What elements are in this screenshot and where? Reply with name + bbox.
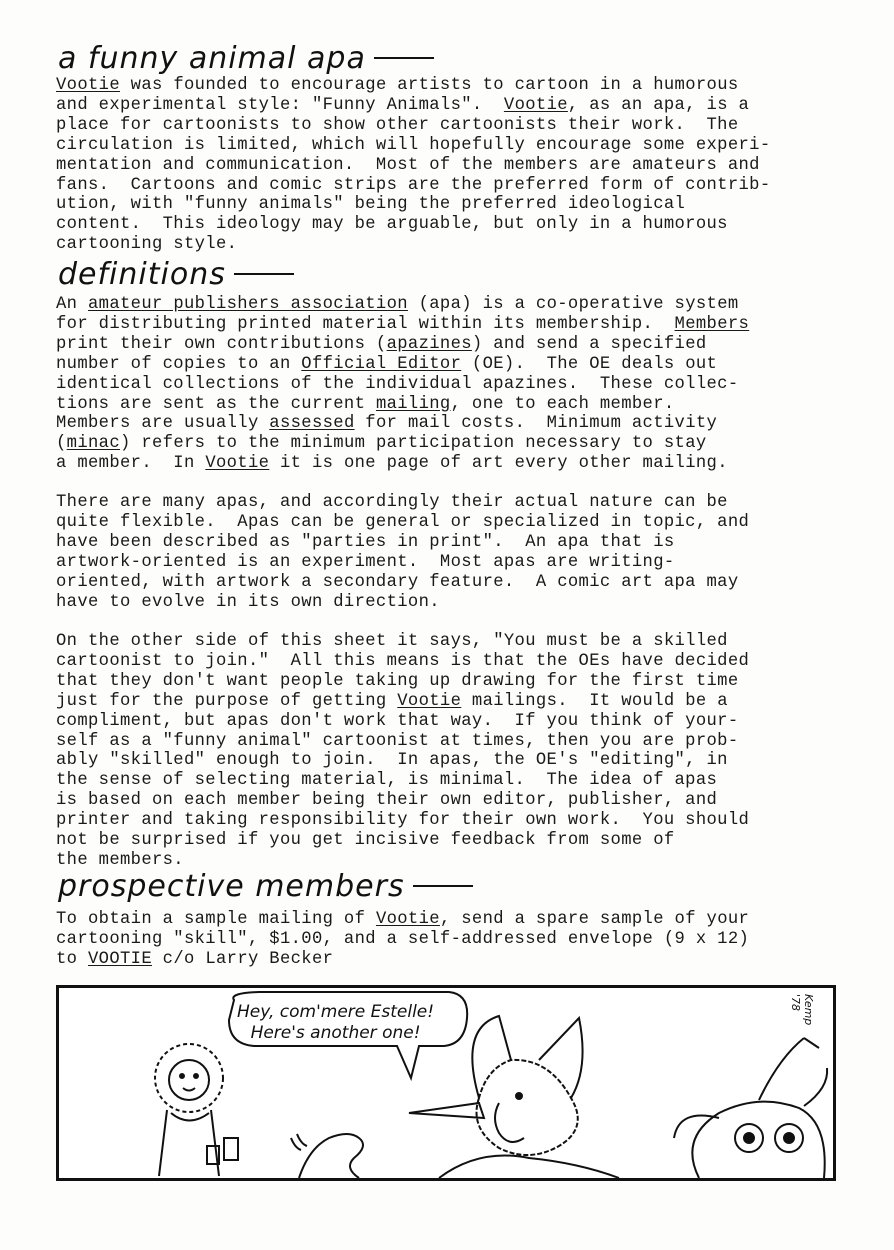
underlined-term: assessed xyxy=(269,414,355,434)
text-segment: the sense of selecting material, is minimal. The idea of apas xyxy=(56,771,718,791)
text-line xyxy=(56,513,749,532)
text-segment: a member. In xyxy=(56,454,206,474)
text-segment: (apa) is a co-operative system xyxy=(407,295,739,314)
paragraph-many-apas xyxy=(56,493,846,612)
text-segment: There are many apas, and accordingly their actual nature can be xyxy=(56,493,728,512)
text-segment: mailings. It would be a xyxy=(461,691,728,711)
text-line xyxy=(56,335,707,354)
underlined-term: Vootie xyxy=(375,910,440,929)
text-line xyxy=(56,295,739,314)
text-line xyxy=(56,414,717,433)
text-segment: Members are usually xyxy=(56,414,270,434)
text-line xyxy=(56,573,739,592)
text-segment: not be surprised if you get incisive feedback from some of xyxy=(56,831,675,851)
text-line xyxy=(56,910,749,929)
text-line xyxy=(56,712,739,731)
text-segment: To obtain a sample mailing of xyxy=(56,910,376,929)
text-line xyxy=(56,732,739,751)
text-line xyxy=(56,395,675,414)
text-line xyxy=(56,672,739,691)
text-segment: ably "skilled" enough to join. In apas, the OE's "editing", in xyxy=(56,751,728,771)
underlined-term: Vootie xyxy=(205,454,270,474)
paragraph-definitions xyxy=(56,295,846,474)
text-segment: for distributing printed material within its membership. xyxy=(56,314,675,334)
text-segment: quite flexible. Apas can be general or specialized in topic, and xyxy=(56,512,750,532)
text-segment: , as an apa, is a xyxy=(567,95,750,115)
text-line xyxy=(56,156,760,175)
text-line xyxy=(56,950,333,969)
text-segment: just for the purpose of getting xyxy=(56,691,398,711)
text-line xyxy=(56,831,675,850)
heading-text: a funny animal apa xyxy=(58,41,366,76)
text-line xyxy=(56,851,184,870)
text-line xyxy=(56,434,707,453)
lion-character xyxy=(155,1044,238,1176)
text-segment: circulation is limited, which will hopefully encourage some experi- xyxy=(56,135,771,155)
text-segment: for mail costs. Minimum activity xyxy=(354,414,718,434)
text-segment: ( xyxy=(56,434,67,454)
text-segment: cartoonist to join." All this means is that the OEs have decided xyxy=(56,651,750,671)
text-segment: On the other side of this sheet it says, "You must be a skilled xyxy=(56,632,728,651)
heading-definitions xyxy=(58,257,294,292)
text-line xyxy=(56,771,717,790)
text-line xyxy=(56,195,685,214)
heading-funny-animal-apa xyxy=(58,41,434,76)
paragraph-intro xyxy=(56,76,846,255)
text-line xyxy=(56,116,739,135)
text-segment: , one to each member. xyxy=(450,394,675,414)
underlined-term: amateur publishers association xyxy=(88,295,408,314)
speech-balloon-text: Hey, com'mere Estelle! Here's another one! xyxy=(237,1002,435,1043)
text-segment: ) and send a specified xyxy=(471,334,707,354)
text-segment: print their own contributions ( xyxy=(56,334,387,354)
text-segment: identical collections of the individual apazines. These collec- xyxy=(56,374,739,394)
heading-flourish xyxy=(234,273,294,275)
text-segment: cartooning style. xyxy=(56,235,238,255)
text-line xyxy=(56,632,728,651)
underlined-term: minac xyxy=(66,434,120,454)
text-segment: mentation and communication. Most of the members are amateurs and xyxy=(56,155,760,175)
text-segment: tions are sent as the current xyxy=(56,394,376,414)
text-line xyxy=(56,593,440,612)
text-segment: it is one page of art every other mailing. xyxy=(269,454,728,474)
underlined-term: Official Editor xyxy=(301,354,462,374)
heading-flourish xyxy=(374,57,434,59)
heading-text: prospective members xyxy=(58,869,405,904)
text-line xyxy=(56,791,717,810)
paragraph-skilled-cartoonist xyxy=(56,632,846,871)
text-line xyxy=(56,454,728,473)
text-segment: is based on each member being their own editor, publisher, and xyxy=(56,791,718,811)
heading-flourish xyxy=(413,885,473,887)
heading-prospective-members xyxy=(58,869,473,904)
text-segment: that they don't want people taking up drawing for the first time xyxy=(56,671,739,691)
comic-panel xyxy=(56,985,836,1181)
underlined-term: apazines xyxy=(386,334,472,354)
text-segment: artwork-oriented is an experiment. Most apas are writing- xyxy=(56,552,675,572)
text-line xyxy=(56,533,675,552)
text-segment: An xyxy=(56,295,88,314)
underlined-term: mailing xyxy=(375,394,451,414)
text-segment: place for cartoonists to show other cartoonists their work. The xyxy=(56,115,739,135)
text-line xyxy=(56,692,728,711)
text-line xyxy=(56,315,749,334)
underlined-term: Vootie xyxy=(397,691,462,711)
text-segment: printer and taking responsibility for their own work. You should xyxy=(56,811,750,831)
text-segment: ) refers to the minimum participation necessary to stay xyxy=(120,434,707,454)
text-line xyxy=(56,493,728,512)
bug-character xyxy=(674,1038,827,1178)
text-line xyxy=(56,235,237,254)
text-segment: self as a "funny animal" cartoonist at times, then you are prob- xyxy=(56,731,739,751)
underlined-term: VOOTIE xyxy=(88,949,152,969)
text-segment: fans. Cartoons and comic strips are the preferred form of contrib- xyxy=(56,175,771,195)
heading-text: definitions xyxy=(58,257,226,292)
text-line xyxy=(56,930,749,949)
text-line xyxy=(56,96,749,115)
text-line xyxy=(56,136,771,155)
text-line xyxy=(56,652,749,671)
text-segment: cartooning "skill", $1.00, and a self-addressed envelope (9 x 12) xyxy=(56,929,750,949)
text-segment: have to evolve in its own direction. xyxy=(56,592,440,612)
text-segment: content. This ideology may be arguable, but only in a humorous xyxy=(56,215,728,235)
text-line xyxy=(56,215,728,234)
reaching-hand xyxy=(291,1134,363,1178)
text-segment: have been described as "parties in print". An apa that is xyxy=(56,532,675,552)
comic-illustration xyxy=(59,988,833,1178)
underlined-term: Vootie xyxy=(503,95,568,115)
text-line xyxy=(56,751,728,770)
text-segment: and experimental style: "Funny Animals". xyxy=(56,95,504,115)
text-segment: , send a spare sample of your xyxy=(439,910,750,929)
underlined-term: Vootie xyxy=(56,76,120,95)
text-segment: compliment, but apas don't work that way. If you think of your- xyxy=(56,711,739,731)
text-segment: to xyxy=(56,949,88,969)
text-line xyxy=(56,553,675,572)
artist-signature: Kemp '78 xyxy=(789,994,815,1026)
text-segment: the members. xyxy=(56,850,184,870)
text-line xyxy=(56,811,749,830)
text-segment: ution, with "funny animals" being the preferred ideological xyxy=(56,195,686,215)
text-line xyxy=(56,355,717,374)
text-segment: oriented, with artwork a secondary feature. A comic art apa may xyxy=(56,572,739,592)
text-segment: was founded to encourage artists to cartoon in a humorous xyxy=(120,76,739,95)
text-line xyxy=(56,76,739,95)
text-segment: c/o Larry Becker xyxy=(152,949,334,969)
text-line xyxy=(56,375,739,394)
text-segment: (OE). The OE deals out xyxy=(461,354,718,374)
text-segment: number of copies to an xyxy=(56,354,302,374)
underlined-term: Members xyxy=(674,314,750,334)
text-line xyxy=(56,176,771,195)
paragraph-prospective-members xyxy=(56,910,846,970)
